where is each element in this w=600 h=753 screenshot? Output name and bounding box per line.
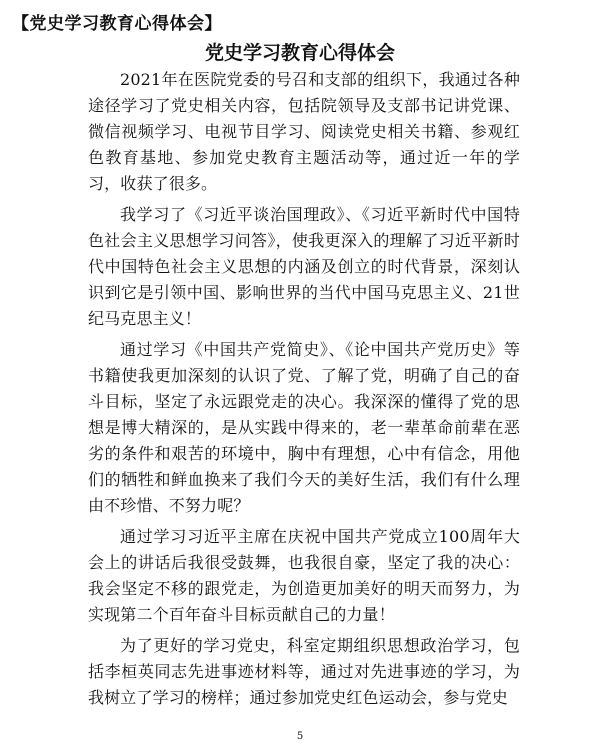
paragraph: 我学习了《习近平谈治国理政》、《习近平新时代中国特色社会主义思想学习问答》，使我更深入的理解了习近平新时代中国特色社会主义思想的内涵及创立的时代背景，深刻认识到它是引领中国、影响世界的当代中国马克思主义、21世纪马克思主义！	[88, 205, 520, 328]
paragraph: 通过学习习近平主席在庆祝中国共产党成立100周年大会上的讲话后我很受鼓舞，也我很自豪，坚定了我的决心：我会坚定不移的跟党走，为创造更加美好的明天而努力，为实现第二个百年奋斗目标贡献自己的力量！	[88, 527, 520, 624]
document-body	[88, 67, 520, 716]
section-header-tag: 【党史学习教育心得体会】	[12, 14, 222, 34]
page-number: 5	[296, 731, 304, 742]
paragraph: 通过学习《中国共产党简史》、《论中国共产党历史》等书籍使我更加深刻的认识了党、了解了党，明确了自己的奋斗目标，坚定了永远跟党走的决心。我深深的懂得了党的思想是博大精深的，是从实践中得来的，老一辈革命前辈在恶劣的条件和艰苦的环境中，胸中有理想，心中有信念，用他们的牺牲和鲜血换来了我们今天的美好生活，我们有什么理由不珍惜、不努力呢？	[88, 340, 520, 515]
paragraph: 为了更好的学习党史，科室定期组织思想政治学习，包括李桓英同志先进事迹材料等，通过对先进事迹的学习，为我树立了学习的榜样；通过参加党史红色运动会，参与党史	[88, 636, 520, 707]
document-title: 党史学习教育心得体会	[204, 42, 395, 64]
paragraph: 2021年在医院党委的号召和支部的组织下，我通过各种途径学习了党史相关内容，包括院领导及支部书记讲党课、微信视频学习、电视节目学习、阅读党史相关书籍、参观红色教育基地、参加党史教育主题活动等，通过近一年的学习，收获了很多。	[88, 70, 520, 193]
